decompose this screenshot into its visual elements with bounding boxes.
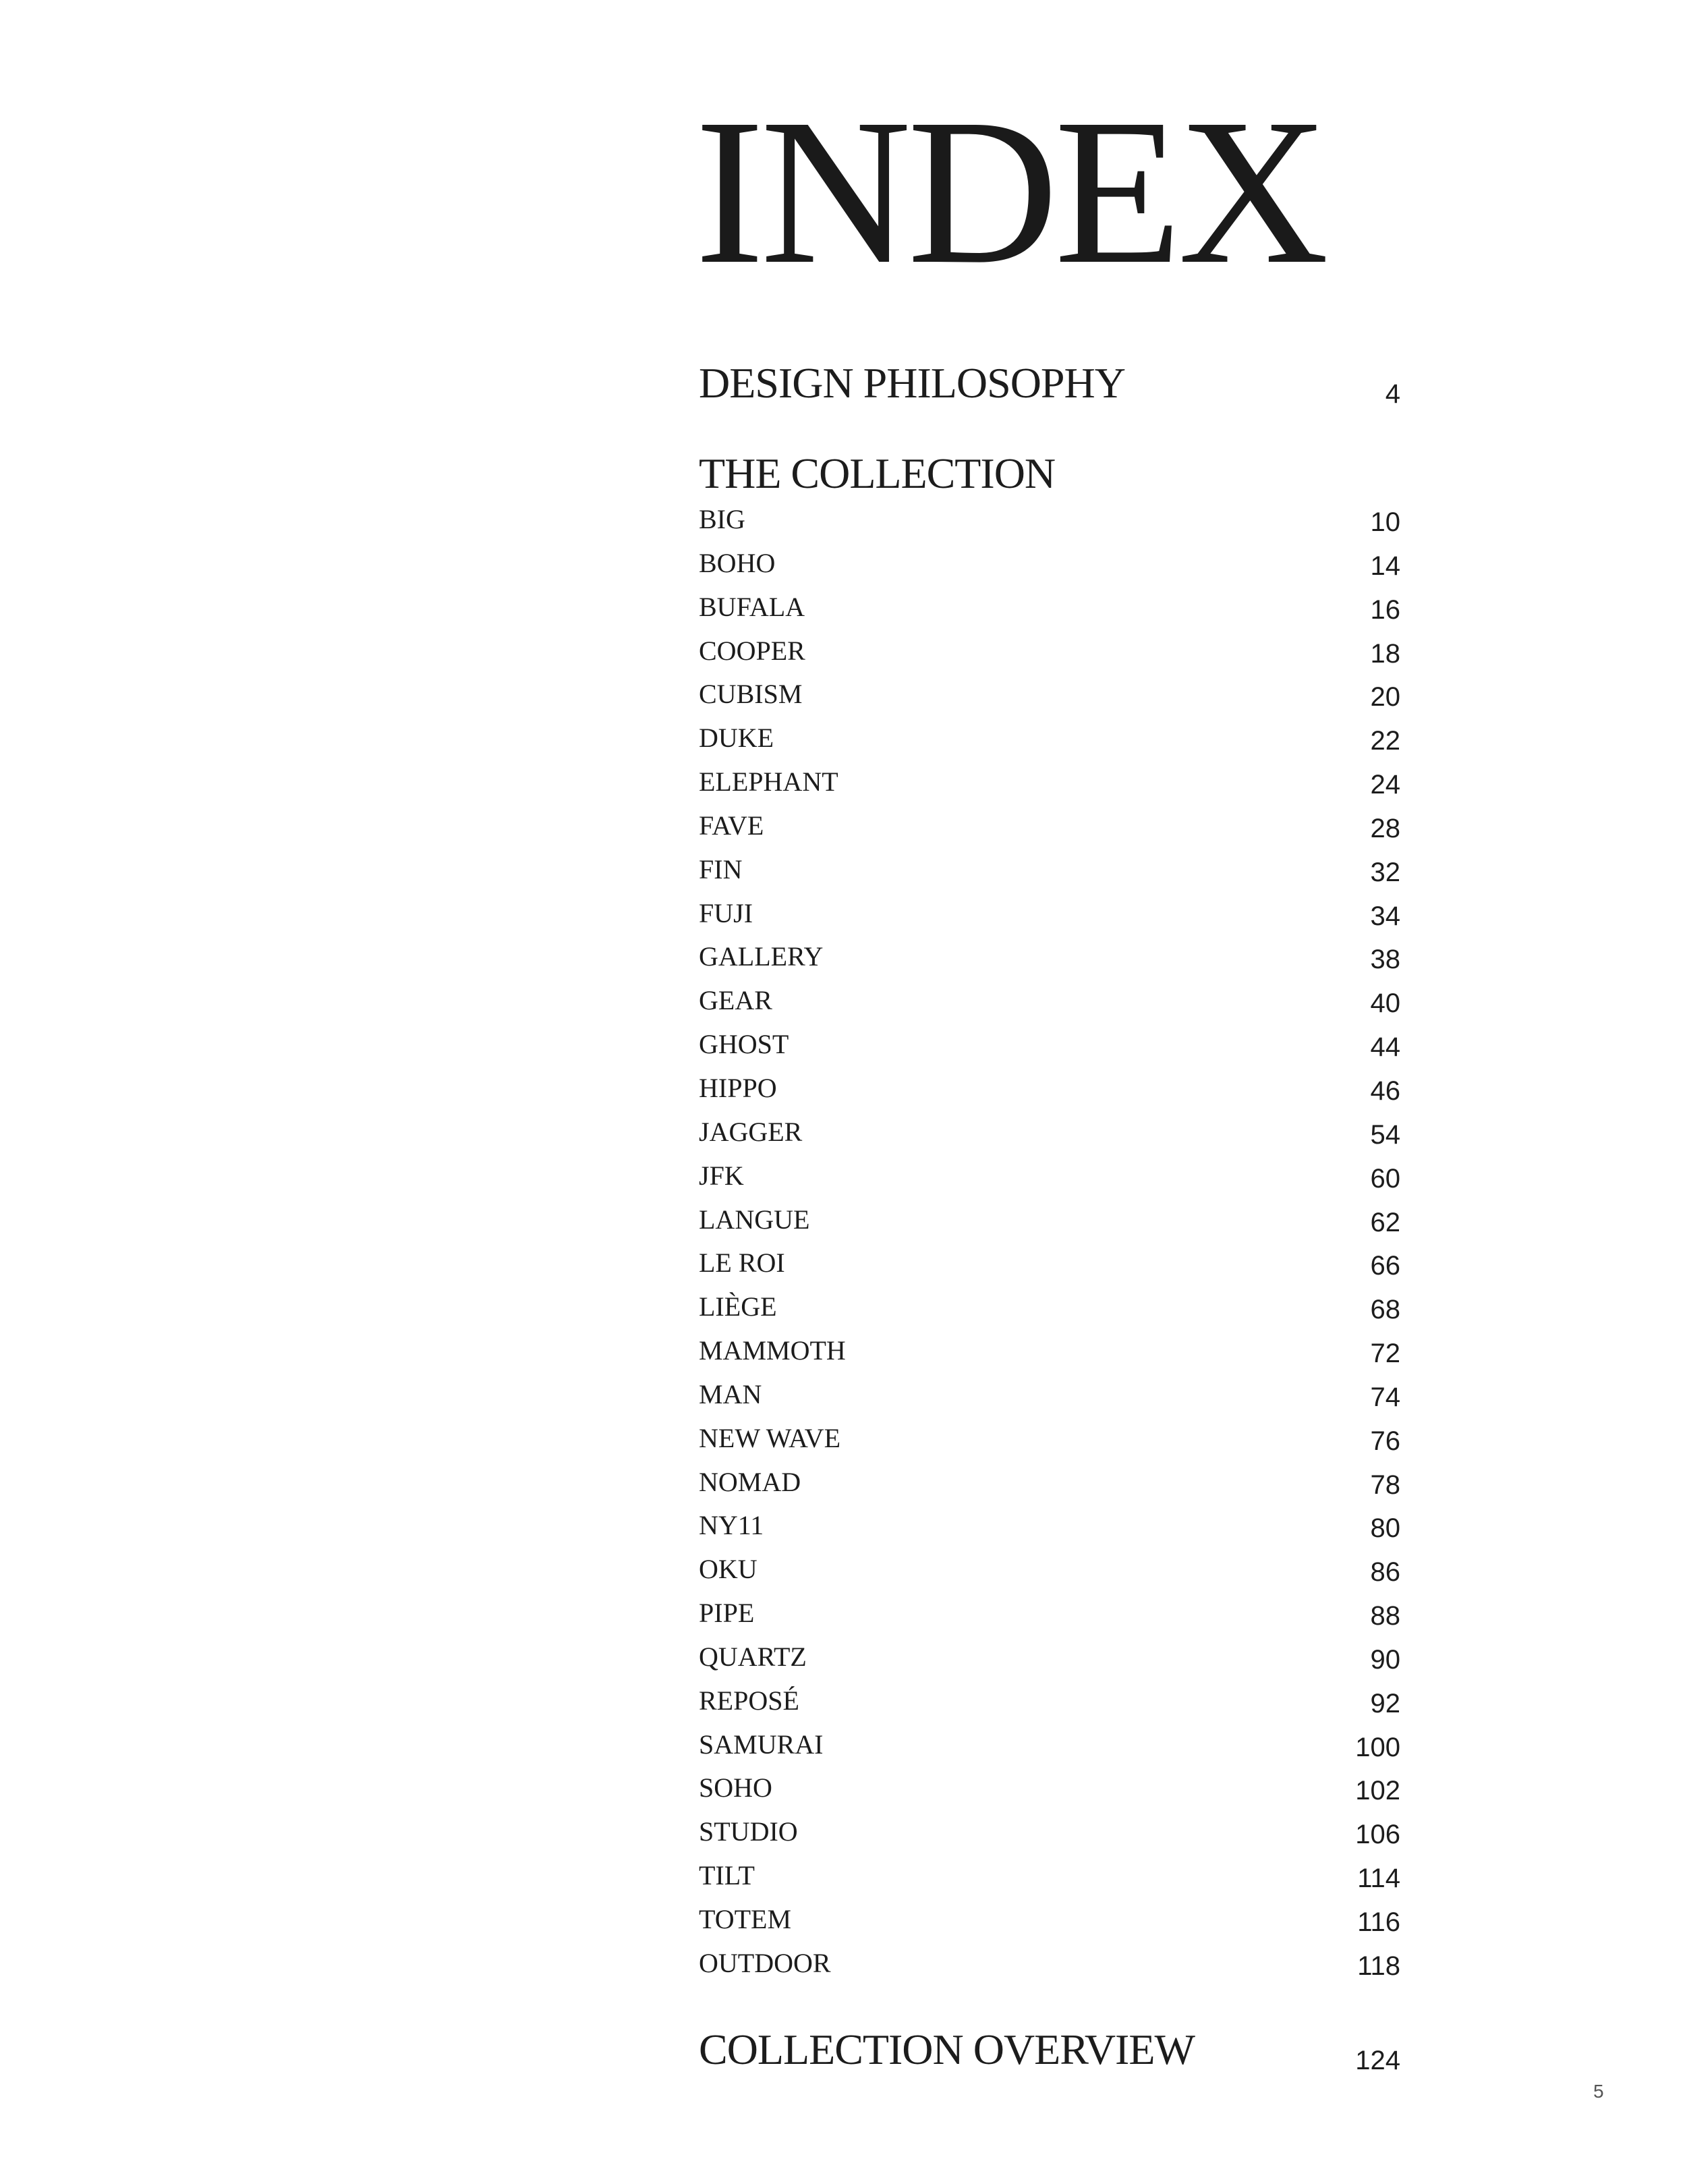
entry-name: TOTEM [699, 1904, 792, 1934]
list-item[interactable] [699, 1726, 1400, 1770]
list-item[interactable] [699, 1069, 1400, 1113]
entry-name: NY11 [699, 1510, 764, 1541]
entry-page-number: 60 [1370, 1163, 1400, 1194]
section-the-collection: THE COLLECTION [699, 449, 1056, 497]
entry-page-number: 32 [1370, 857, 1400, 887]
section-label: COLLECTION OVERVIEW [699, 2025, 1195, 2073]
list-item[interactable] [699, 1594, 1400, 1638]
entry-page-number: 14 [1370, 551, 1400, 581]
list-item[interactable] [699, 501, 1400, 544]
entry-name: TILT [699, 1860, 755, 1891]
entry-name: GALLERY [699, 941, 824, 972]
entry-name: NEW WAVE [699, 1422, 840, 1453]
list-item[interactable] [699, 1638, 1400, 1682]
entry-page-number: 114 [1357, 1864, 1400, 1894]
entry-name: NOMAD [699, 1466, 801, 1497]
section-collection-overview[interactable] [699, 2024, 1400, 2078]
entry-name: MAN [699, 1378, 762, 1409]
entry-page-number: 28 [1370, 813, 1400, 843]
entry-page-number: 62 [1370, 1207, 1400, 1237]
list-item[interactable] [699, 807, 1400, 851]
entry-name: FIN [699, 853, 743, 885]
page-number: 5 [1593, 2081, 1604, 2102]
entry-page-number: 44 [1370, 1032, 1400, 1063]
entry-page-number: 20 [1370, 682, 1400, 712]
entry-page-number: 24 [1370, 770, 1400, 800]
list-item[interactable] [699, 938, 1400, 982]
entry-page-number: 88 [1370, 1601, 1400, 1631]
entry-name: QUARTZ [699, 1641, 807, 1672]
list-item[interactable] [699, 719, 1400, 763]
entry-name: SAMURAI [699, 1729, 824, 1760]
list-item[interactable] [699, 1420, 1400, 1463]
list-item[interactable] [699, 1026, 1400, 1069]
entry-name: FUJI [699, 897, 753, 928]
entry-page-number: 106 [1355, 1820, 1400, 1850]
list-item[interactable] [699, 675, 1400, 719]
entry-name: BOHO [699, 547, 776, 578]
entry-name: PIPE [699, 1598, 755, 1629]
entry-page-number: 116 [1357, 1907, 1400, 1937]
list-item[interactable] [699, 544, 1400, 588]
entry-page-number: 22 [1370, 726, 1400, 756]
list-item[interactable] [699, 1813, 1400, 1857]
entry-page-number: 80 [1370, 1513, 1400, 1544]
entry-page-number: 90 [1370, 1644, 1400, 1675]
list-item[interactable] [699, 1332, 1400, 1376]
entry-page-number: 86 [1370, 1557, 1400, 1588]
entry-name: BUFALA [699, 591, 805, 622]
entry-name: GEAR [699, 985, 772, 1016]
list-item[interactable] [699, 1944, 1400, 1988]
list-item[interactable] [699, 982, 1400, 1026]
list-item[interactable] [699, 1463, 1400, 1507]
entry-page-number: 34 [1370, 901, 1400, 931]
entry-name: REPOSÉ [699, 1685, 799, 1716]
section-design-philosophy[interactable] [699, 358, 1400, 412]
entry-page-number: 38 [1370, 945, 1400, 975]
list-item[interactable] [699, 632, 1400, 676]
entry-page-number: 18 [1370, 638, 1400, 669]
entry-name: LE ROI [699, 1248, 785, 1279]
entry-page-number: 68 [1370, 1295, 1400, 1325]
entry-page-number: 74 [1370, 1382, 1400, 1412]
entry-page-number: 46 [1370, 1075, 1400, 1106]
list-item[interactable] [699, 1288, 1400, 1332]
entry-name: DUKE [699, 723, 774, 754]
entry-name: STUDIO [699, 1816, 798, 1847]
entry-name: MAMMOTH [699, 1335, 846, 1366]
list-item[interactable] [699, 1901, 1400, 1944]
list-item[interactable] [699, 1157, 1400, 1201]
entry-page-number: 76 [1370, 1426, 1400, 1456]
entry-page-number: 102 [1355, 1776, 1400, 1806]
list-item[interactable] [699, 588, 1400, 632]
entry-page-number: 118 [1357, 1951, 1400, 1981]
list-item[interactable] [699, 1550, 1400, 1594]
entry-name: COOPER [699, 635, 805, 666]
entry-name: FAVE [699, 810, 764, 841]
entry-name: LANGUE [699, 1204, 810, 1235]
entry-page-number: 40 [1370, 988, 1400, 1019]
entry-page-number: 66 [1370, 1251, 1400, 1281]
list-item[interactable] [699, 1201, 1400, 1245]
section-label: DESIGN PHILOSOPHY [699, 359, 1125, 407]
list-item[interactable] [699, 851, 1400, 895]
entry-page-number: 72 [1370, 1339, 1400, 1369]
list-item[interactable] [699, 1507, 1400, 1550]
list-item[interactable] [699, 1682, 1400, 1726]
entry-name: OKU [699, 1554, 758, 1585]
section-page-number: 124 [1355, 2046, 1400, 2075]
list-item[interactable] [699, 1769, 1400, 1813]
entry-page-number: 10 [1370, 507, 1400, 537]
list-item[interactable] [699, 1244, 1400, 1288]
entry-name: CUBISM [699, 679, 803, 710]
entry-name: HIPPO [699, 1072, 777, 1103]
entry-name: SOHO [699, 1772, 772, 1803]
entry-page-number: 54 [1370, 1119, 1400, 1150]
entry-name: LIÈGE [699, 1291, 777, 1322]
entry-page-number: 16 [1370, 594, 1400, 625]
list-item[interactable] [699, 895, 1400, 939]
collection-list [699, 501, 1400, 1988]
entry-page-number: 92 [1370, 1688, 1400, 1718]
entry-name: ELEPHANT [699, 766, 838, 797]
entry-page-number: 78 [1370, 1469, 1400, 1500]
entry-name: OUTDOOR [699, 1947, 831, 1978]
entry-name: BIG [699, 504, 745, 534]
entry-page-number: 100 [1355, 1732, 1400, 1762]
page-title: INDEX [695, 76, 1325, 308]
list-item[interactable] [699, 1857, 1400, 1901]
section-page-number: 4 [1385, 379, 1400, 409]
list-item[interactable] [699, 1376, 1400, 1420]
entry-name: GHOST [699, 1029, 789, 1060]
list-item[interactable] [699, 1113, 1400, 1157]
entry-name: JFK [699, 1160, 744, 1191]
entry-name: JAGGER [699, 1116, 803, 1147]
list-item[interactable] [699, 763, 1400, 807]
